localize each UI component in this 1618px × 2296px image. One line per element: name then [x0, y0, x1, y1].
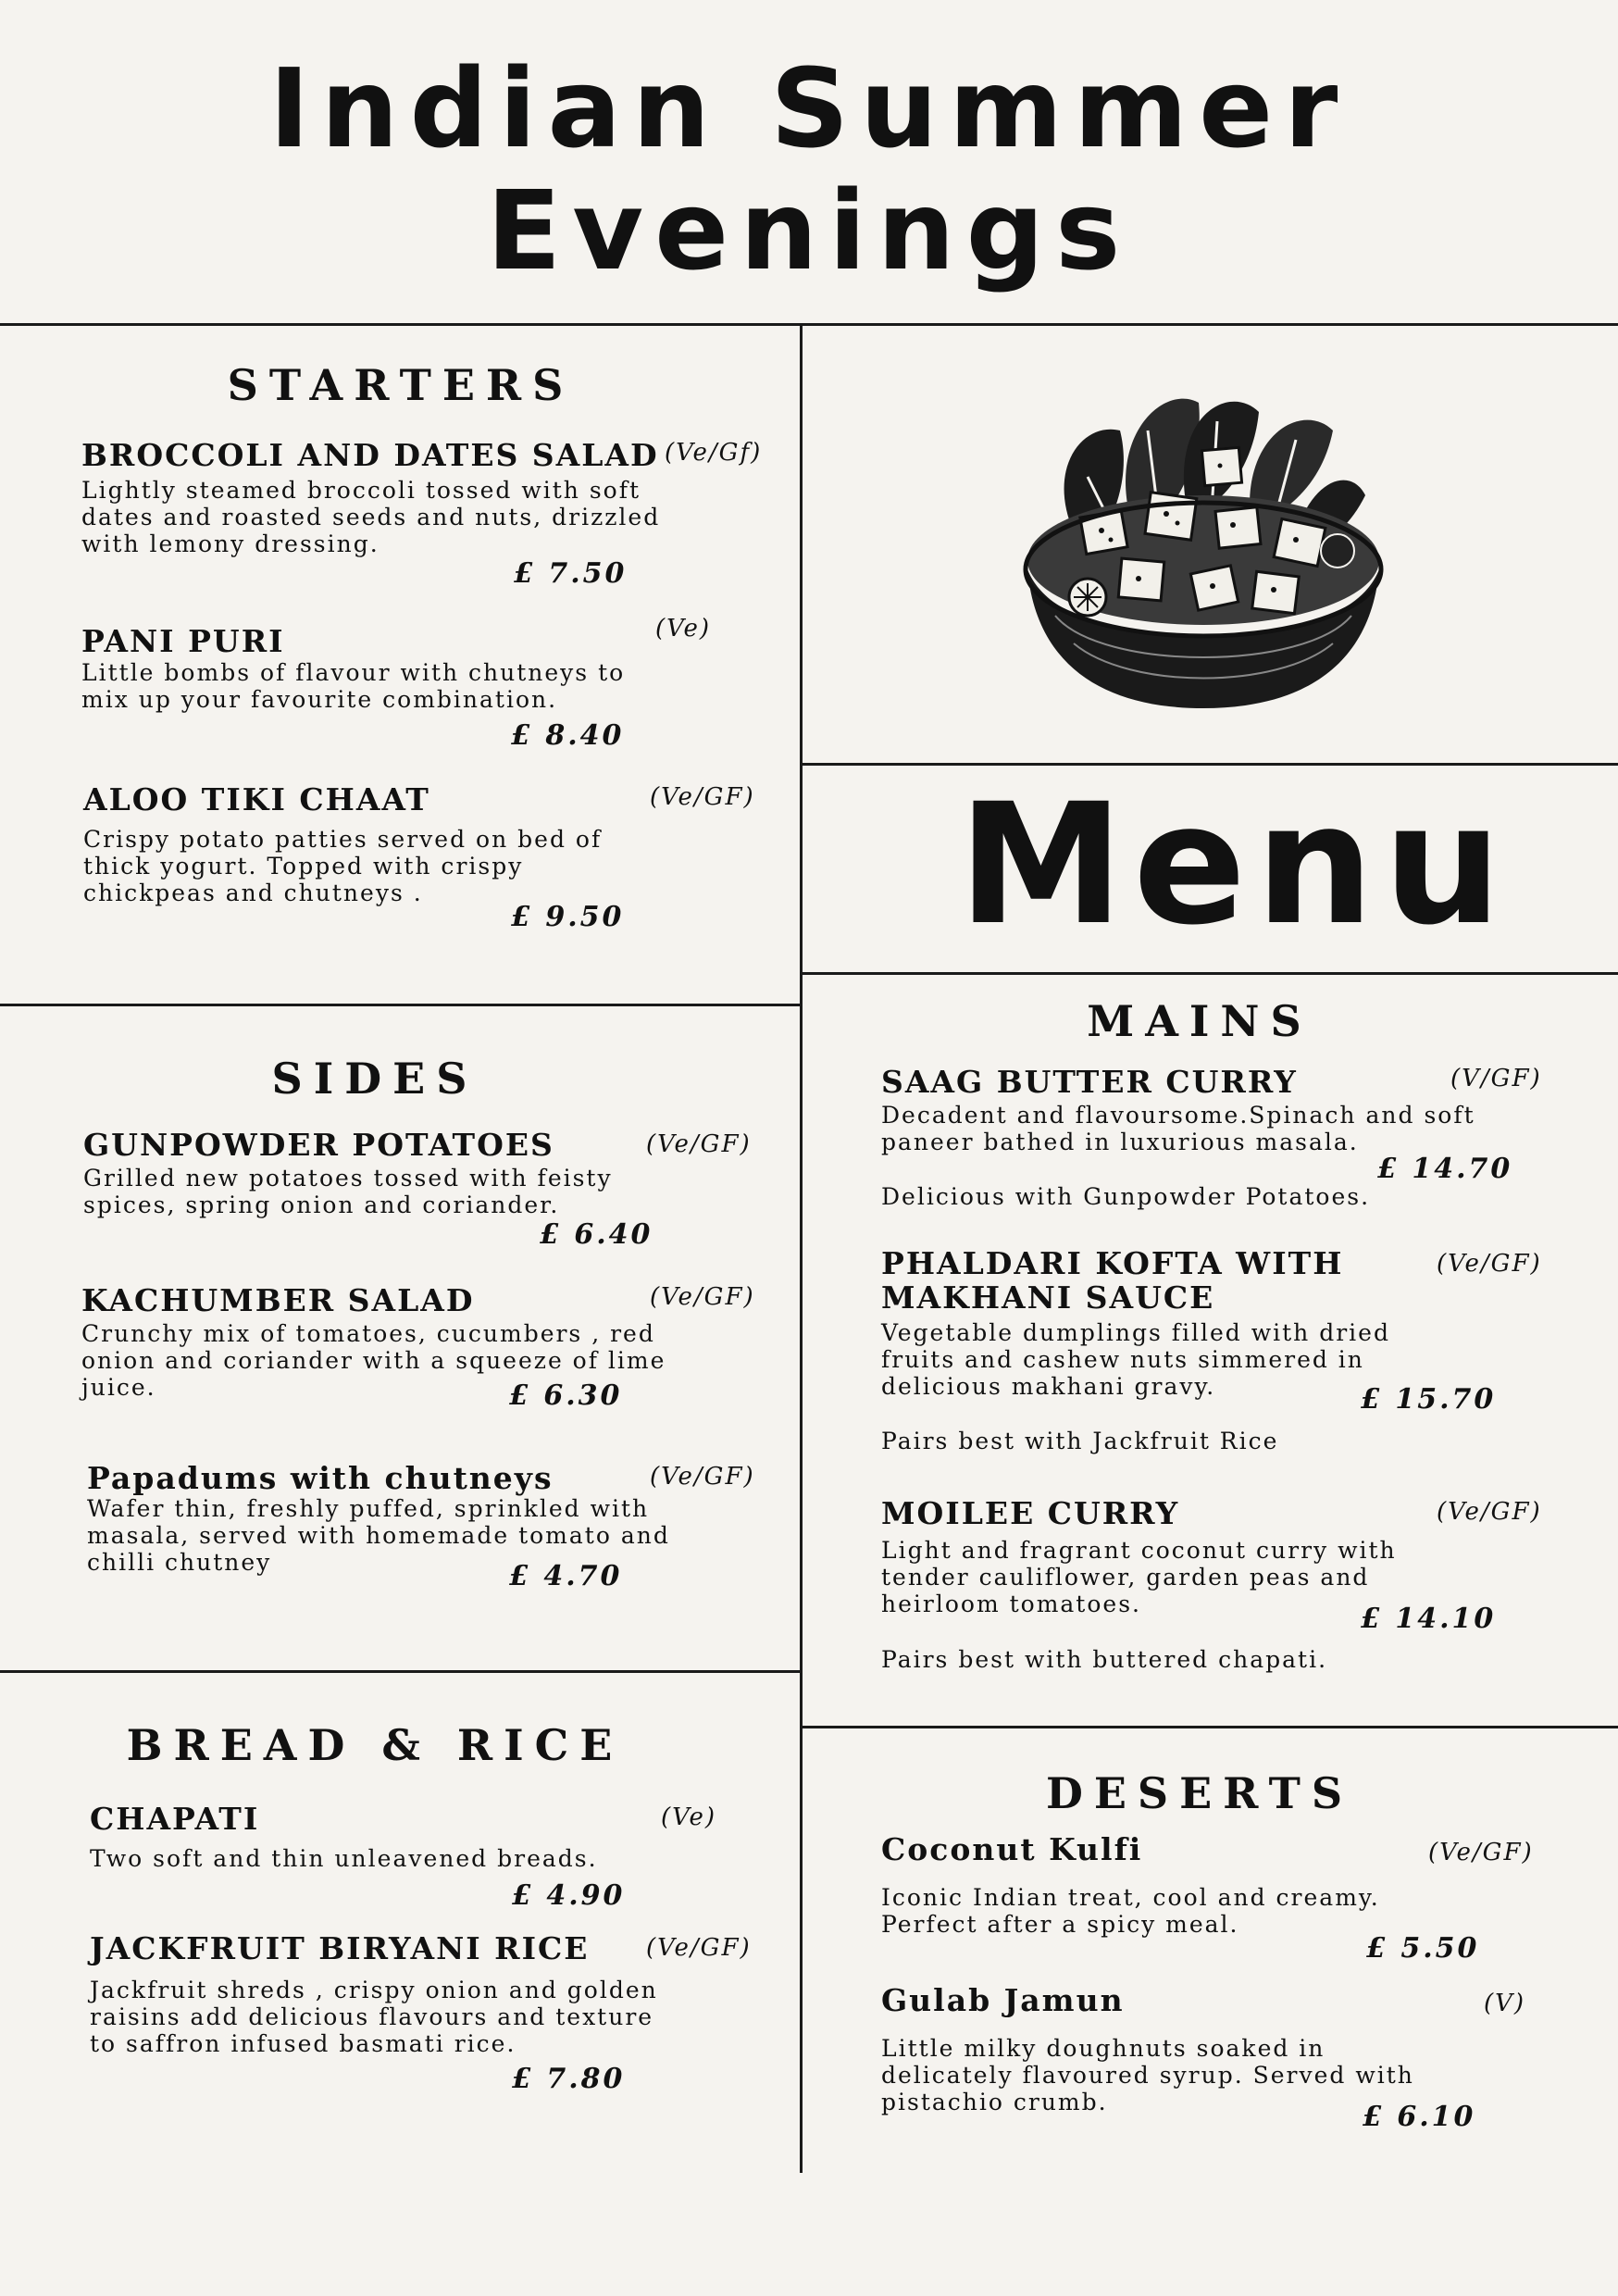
- bread-item-tag: (Ve): [661, 1803, 717, 1831]
- main-item-name: MOILEE CURRY: [881, 1495, 1180, 1531]
- bread-item-desc: Jackfruit shreds , crispy onion and golden raisins add delicious flavours and texture to saffron infused basmati rice.: [90, 1977, 658, 2057]
- side-item-price: £ 6.40: [540, 1218, 653, 1251]
- desert-item-desc: Little milky doughnuts soaked in delicately flavoured syrup. Served with pistachio crumb.: [881, 2035, 1414, 2115]
- deserts-heading: DESERTS: [1045, 1768, 1354, 1818]
- side-item-desc: Crunchy mix of tomatoes, cucumbers , red onion and coriander with a squeeze of lime juice.: [81, 1320, 666, 1401]
- bread-item-name: CHAPATI: [90, 1801, 260, 1837]
- side-item-desc: Grilled new potatoes tossed with feisty spices, spring onion and coriander.: [83, 1165, 613, 1218]
- main-item-tag: (Ve/GF): [1437, 1250, 1542, 1278]
- main-item-tag: (V/GF): [1450, 1065, 1542, 1092]
- side-item-name: KACHUMBER SALAD: [81, 1282, 475, 1318]
- main-item-name: SAAG BUTTER CURRY: [881, 1064, 1298, 1100]
- main-item-price: £ 15.70: [1361, 1383, 1497, 1416]
- divider-menu-mains: [800, 972, 1618, 975]
- main-item-desc: Light and fragrant coconut curry with tender cauliflower, garden peas and heirloom tomatoes.: [881, 1537, 1397, 1617]
- divider-mains-deserts: [800, 1726, 1618, 1728]
- starter-item-tag: (Ve/Gf): [665, 439, 763, 467]
- bread-item-price: £ 7.80: [512, 2063, 626, 2095]
- bread-rice-heading: BREAD & RICE: [126, 1720, 624, 1770]
- desert-item-tag: (Ve/GF): [1428, 1839, 1534, 1866]
- starter-item-desc: Lightly steamed broccoli tossed with soft dates and roasted seeds and nuts, drizzled with lemony dressing.: [81, 477, 661, 557]
- main-item-note: Pairs best with Jackfruit Rice: [881, 1428, 1279, 1454]
- title-line-2: Evenings: [486, 167, 1132, 294]
- bread-item-name: JACKFRUIT BIRYANI RICE: [90, 1930, 590, 1966]
- main-item-price: £ 14.10: [1361, 1603, 1497, 1635]
- side-item-tag: (Ve/GF): [650, 1283, 755, 1311]
- main-item-price: £ 14.70: [1377, 1153, 1513, 1185]
- side-item-name: GUNPOWDER POTATOES: [83, 1127, 554, 1163]
- mains-heading: MAINS: [1087, 996, 1313, 1046]
- desert-item-name: Coconut Kulfi: [881, 1831, 1143, 1867]
- bread-item-price: £ 4.90: [512, 1879, 626, 1912]
- divider-top: [0, 323, 1618, 326]
- starter-item-tag: (Ve): [655, 615, 712, 643]
- starter-item-price: £ 9.50: [511, 901, 625, 933]
- starter-item-price: £ 7.50: [514, 557, 628, 590]
- starter-item-name: BROCCOLI AND DATES SALAD: [81, 437, 659, 473]
- main-item-tag: (Ve/GF): [1437, 1498, 1542, 1526]
- divider-starters-sides: [0, 1004, 802, 1006]
- desert-item-price: £ 5.50: [1366, 1932, 1480, 1965]
- side-item-name: Papadums with chutneys: [87, 1460, 554, 1496]
- side-item-tag: (Ve/GF): [650, 1463, 755, 1491]
- starter-item-tag: (Ve/GF): [650, 783, 755, 811]
- menu-heading: Menu: [958, 768, 1512, 962]
- side-item-price: £ 4.70: [509, 1560, 623, 1592]
- side-item-price: £ 6.30: [509, 1379, 623, 1412]
- bread-item-tag: (Ve/GF): [646, 1934, 752, 1962]
- side-item-tag: (Ve/GF): [646, 1130, 752, 1158]
- divider-center: [800, 323, 803, 2173]
- main-item-name: PHALDARI KOFTA WITH MAKHANI SAUCE: [881, 1245, 1344, 1316]
- bread-item-desc: Two soft and thin unleavened breads.: [90, 1845, 598, 1872]
- side-item-desc: Wafer thin, freshly puffed, sprinkled with masala, served with homemade tomato and chilli chutney: [87, 1495, 670, 1576]
- salad-bowl-icon: [1018, 375, 1388, 718]
- starter-item-desc: Crispy potato patties served on bed of thick yogurt. Topped with crispy chickpeas and chutneys .: [83, 826, 603, 906]
- desert-item-name: Gulab Jamun: [881, 1982, 1125, 2018]
- desert-item-desc: Iconic Indian treat, cool and creamy. Perfect after a spicy meal.: [881, 1884, 1380, 1938]
- starter-item-price: £ 8.40: [511, 719, 625, 752]
- starter-item-name: ALOO TIKI CHAAT: [83, 781, 430, 817]
- divider-illustration-menu: [800, 763, 1618, 766]
- sides-heading: SIDES: [271, 1054, 479, 1104]
- starter-item-name: PANI PURI: [81, 623, 285, 659]
- desert-item-price: £ 6.10: [1363, 2101, 1476, 2133]
- title-line-1: Indian Summer: [268, 44, 1350, 172]
- divider-sides-bread: [0, 1670, 802, 1673]
- main-item-desc: Decadent and flavoursome.Spinach and soft paneer bathed in luxurious masala.: [881, 1102, 1475, 1155]
- starter-item-desc: Little bombs of flavour with chutneys to mix up your favourite combination.: [81, 659, 626, 713]
- main-item-desc: Vegetable dumplings filled with dried fruits and cashew nuts simmered in delicious makhani gravy.: [881, 1319, 1390, 1400]
- main-item-note: Delicious with Gunpowder Potatoes.: [881, 1183, 1371, 1210]
- desert-item-tag: (V): [1484, 1990, 1526, 2017]
- main-item-note: Pairs best with buttered chapati.: [881, 1646, 1328, 1673]
- starters-heading: STARTERS: [227, 360, 575, 410]
